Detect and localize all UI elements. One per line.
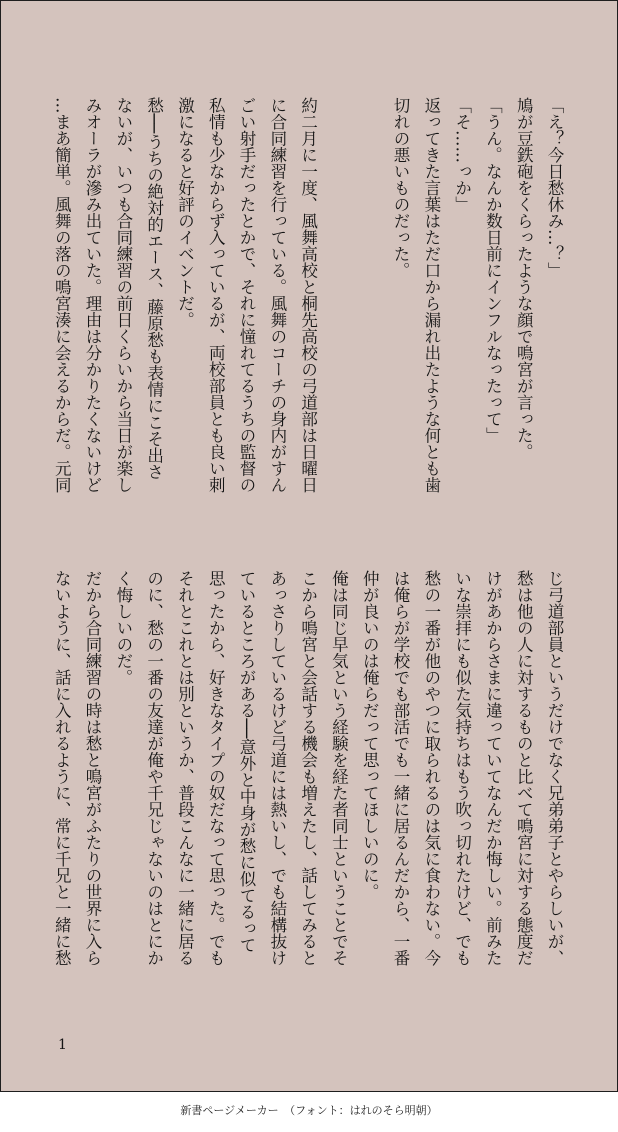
text-line: 私情も少なからず入っているが、両校部員とも良い刺 xyxy=(206,97,226,493)
text-line: 「うん。なんか数日前にインフルなったって」 xyxy=(483,97,503,444)
text-line: じ弓道部員というだけでなく兄弟弟子とやらしいが、 xyxy=(545,570,564,966)
text-line: 「そ……っか」 xyxy=(452,97,472,213)
text-line: 仲が良いのは俺らだって思ってほしいのに。 xyxy=(360,570,380,900)
text-line: 「え？今日愁休み…？」 xyxy=(545,97,564,279)
text-line: …まあ簡単。風舞の落の鳴宮湊に会えるからだ。元同 xyxy=(52,97,72,493)
text-line: 思ったから、好きなタイプの奴だなって思った。でも xyxy=(206,570,226,966)
footer-caption: 新書ページメーカー （フォント：はれのそら明朝） xyxy=(180,1104,438,1117)
text-line: けがあからさまに違っていてなんだか悔しい。前みた xyxy=(483,570,503,966)
text-line xyxy=(323,97,354,529)
lower-text-block xyxy=(45,570,569,1002)
text-line: こから鳴宮と会話する機会も増えたし、話してみると xyxy=(298,570,318,966)
text-line: 愁の一番が他のやつに取られるのは気に食わない。今 xyxy=(421,570,441,966)
text-line: のに、愁の一番の友達が俺や千兄じゃないのはとにか xyxy=(144,570,164,966)
text-line: 俺は同じ早気という経験を経た者同士ということでそ xyxy=(329,570,349,966)
text-line: それとこれとは別というか、普段こんなに一緒に居る xyxy=(175,570,195,966)
text-line: は俺らが学校でも部活でも一緒に居るんだから、一番 xyxy=(391,570,411,966)
text-line: 約二月に一度、風舞高校と桐先高校の弓道部は日曜日 xyxy=(298,97,318,493)
text-line: みオーラが滲み出ていた。理由は分かりたくないけど xyxy=(83,97,103,493)
text-line: ごい射手だったとかで、それに憧れてるうちの監督の xyxy=(237,97,257,493)
text-line: 激になると好評のイベントだ。 xyxy=(175,97,195,328)
text-line: ないように、話に入れるように、常に千兄と一緒に愁 xyxy=(52,570,72,966)
text-line: いな崇拝にも似た気持ちはもう吹っ切れたけど、でも xyxy=(452,570,472,966)
text-line: ないが、いつも合同練習の前日くらいから当日が楽し xyxy=(113,97,133,493)
text-line: く悔しいのだ。 xyxy=(113,570,133,686)
text-line: 返ってきた言葉はただ口から漏れ出たような何とも歯 xyxy=(421,97,441,493)
text-line: に合同練習を行っている。風舞のコーチの身内がすん xyxy=(267,97,287,493)
text-line: 鳩が豆鉄砲をくらったような顔で鳴宮が言った。 xyxy=(514,97,534,460)
upper-text-block xyxy=(45,97,569,529)
text-line: 愁──うちの絶対的エース、藤原愁も表情にこそ出さ xyxy=(144,97,164,480)
page-number: 1 xyxy=(58,1037,67,1053)
text-line xyxy=(353,97,384,529)
text-line: だから合同練習の時は愁と鳴宮がふたりの世界に入ら xyxy=(83,570,103,966)
text-line: ているところがある──意外と中身が愁に似てるって xyxy=(237,570,257,953)
text-line: 切れの悪いものだった。 xyxy=(391,97,411,279)
text-line: あっさりしているけど弓道には熱いし、でも結構抜け xyxy=(267,570,287,966)
text-line: 愁は他の人に対するものと比べて鳴宮に対する態度だ xyxy=(514,570,534,966)
